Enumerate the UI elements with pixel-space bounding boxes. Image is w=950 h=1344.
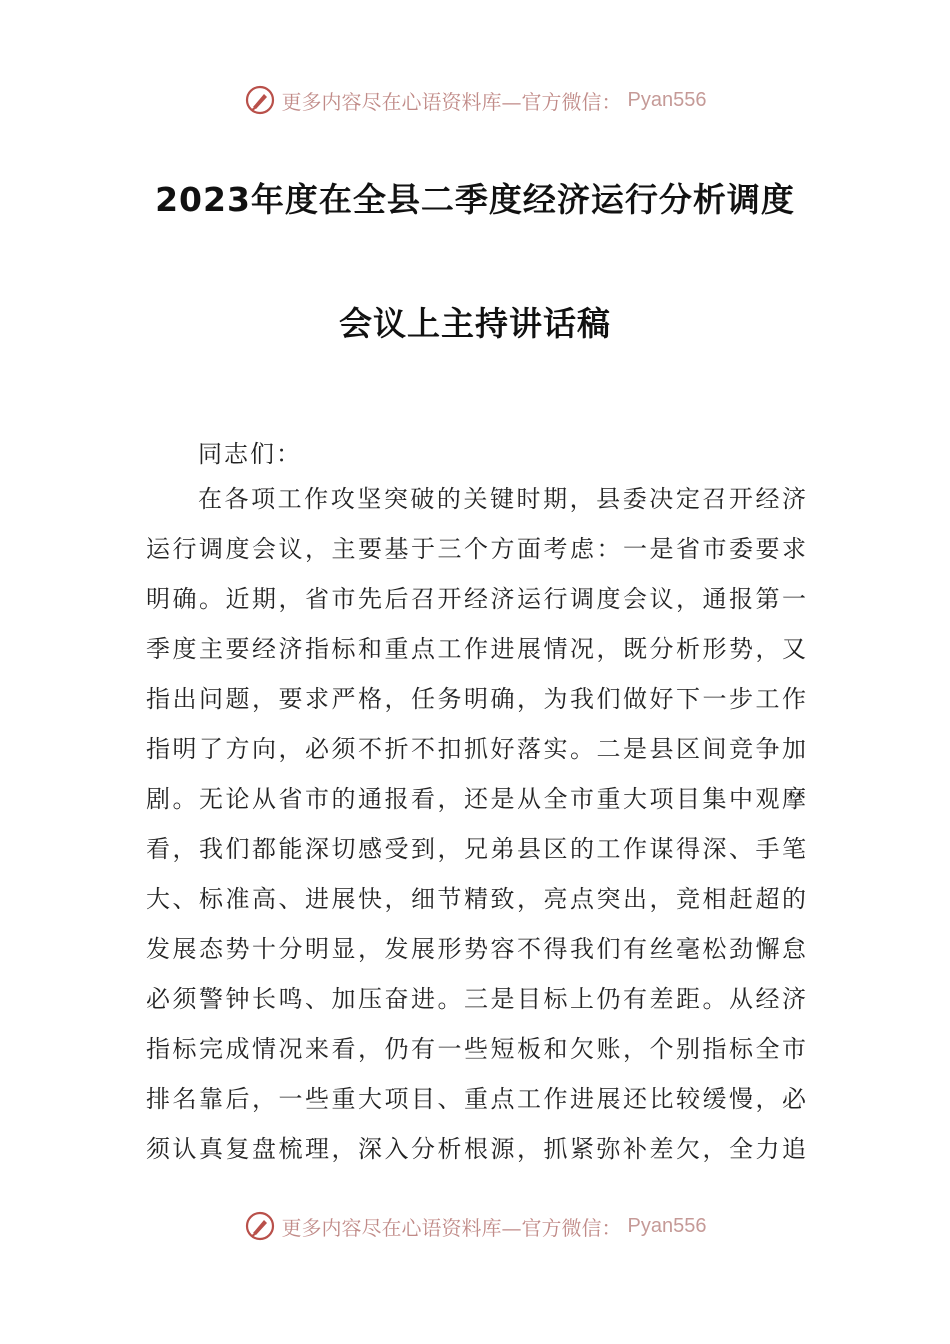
pen-nib-circle-icon (244, 1210, 276, 1242)
body-line: 发展态势十分明显，发展形势容不得我们有丝毫松劲懈怠 (146, 935, 806, 963)
body-line: 季度主要经济指标和重点工作进展情况，既分析形势，又 (146, 635, 806, 663)
watermark-text: 更多内容尽在心语资料库—官方微信： (281, 89, 622, 114)
body-line: 排名靠后，一些重大项目、重点工作进展还比较缓慢，必 (146, 1085, 806, 1113)
document-title-line-1: 2023年度在全县二季度经济运行分析调度 (155, 180, 795, 219)
header-watermark (0, 84, 950, 116)
body-line: 必须警钟长鸣、加压奋进。三是目标上仍有差距。从经济 (146, 985, 806, 1013)
body-line: 大、标准高、进展快，细节精致，亮点突出，竞相赶超的 (146, 885, 806, 913)
salutation: 同志们： (198, 440, 302, 468)
body-line: 指出问题，要求严格，任务明确，为我们做好下一步工作 (146, 685, 806, 713)
body-line: 指标完成情况来看，仍有一些短板和欠账，个别指标全市 (146, 1035, 806, 1063)
watermark-wechat-id: Pyan556 (627, 1214, 707, 1237)
body-line: 指明了方向，必须不折不扣抓好落实。二是县区间竞争加 (146, 735, 806, 763)
body-line: 剧。无论从省市的通报看，还是从全市重大项目集中观摩 (146, 785, 806, 813)
footer-watermark (0, 1210, 950, 1242)
watermark-text: 更多内容尽在心语资料库—官方微信： (281, 1215, 622, 1240)
body-line: 运行调度会议，主要基于三个方面考虑：一是省市委要求 (146, 535, 806, 563)
body-line: 明确。近期，省市先后召开经济运行调度会议，通报第一 (146, 585, 806, 613)
body-line: 须认真复盘梳理，深入分析根源，抓紧弥补差欠，全力追 (146, 1135, 806, 1163)
document-title-line-2: 会议上主持讲话稿 (339, 304, 611, 343)
watermark-wechat-id: Pyan556 (627, 88, 707, 111)
body-line: 在各项工作攻坚突破的关键时期，县委决定召开经济 (198, 485, 806, 513)
body-line: 看，我们都能深切感受到，兄弟县区的工作谋得深、手笔 (146, 835, 806, 863)
pen-nib-circle-icon (244, 84, 276, 116)
